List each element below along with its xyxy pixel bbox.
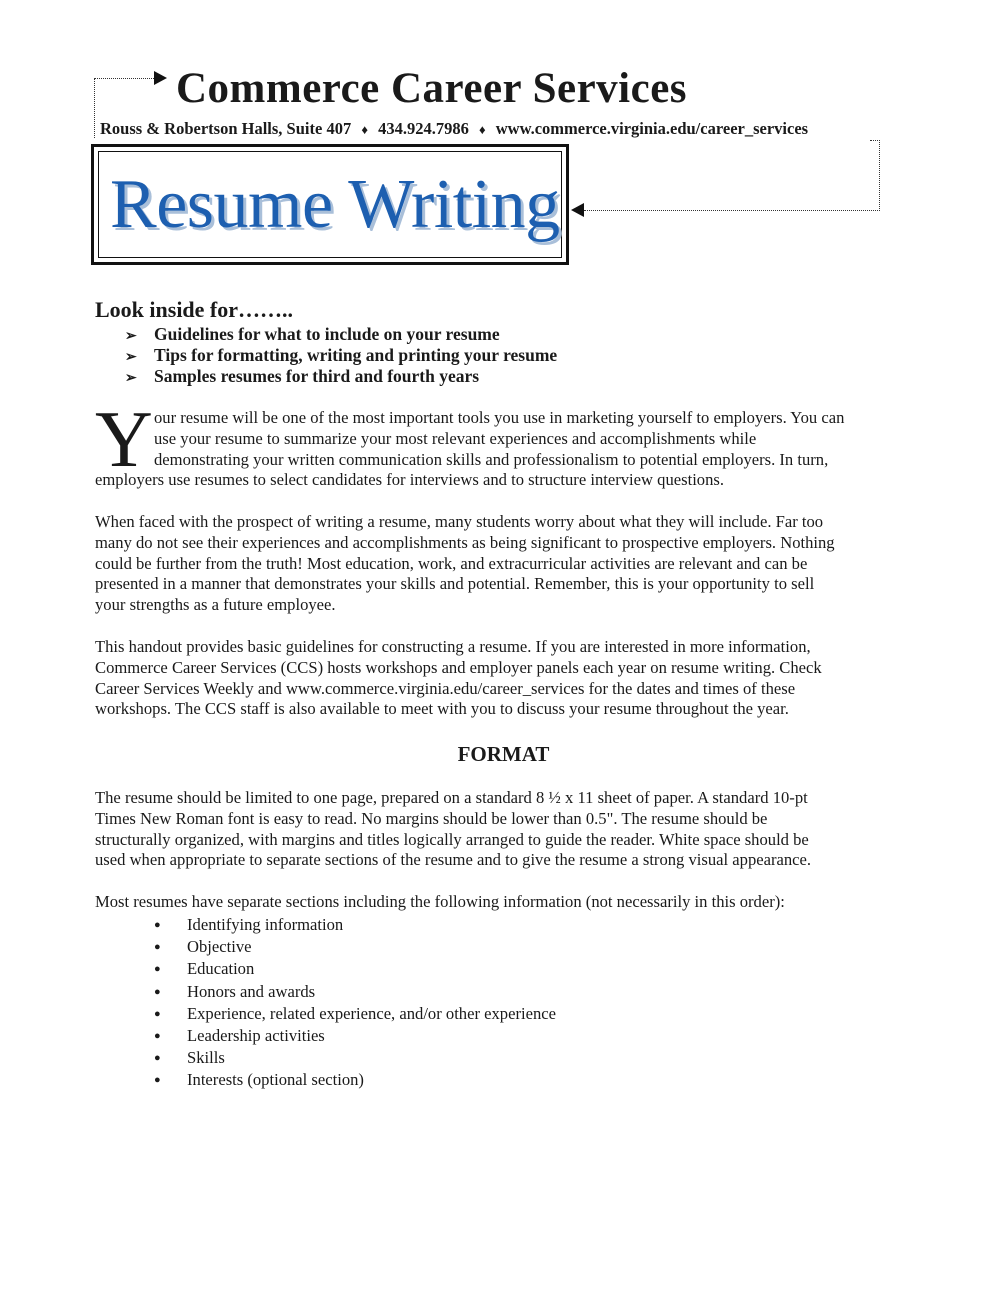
format-heading: FORMAT <box>457 742 550 766</box>
paragraph-format: The resume should be limited to one page, prepared on a standard 8 ½ x 11 sheet of paper. A standard 10-pt Times New Roman font is easy to read. No margins should be lower than 0.5". The resume should be structurally organized, with margins and titles logically arranged to guide the reader. White space should be used when appropriate to separate sections of the resume and to give the resume a strong visual appearance. <box>95 788 812 870</box>
list-item: ● Identifying information <box>150 914 556 936</box>
bullet-icon: ● <box>154 1007 161 1020</box>
bullet-icon: ● <box>154 985 161 998</box>
list-item: ➢ Samples resumes for third and fourth years <box>125 366 557 387</box>
website: www.commerce.virginia.edu/career_services <box>495 119 809 138</box>
bullet-icon: ● <box>154 1029 161 1042</box>
list-item: ● Education <box>150 958 556 980</box>
diamond-separator-icon: ♦ <box>361 122 368 137</box>
intro-paragraph-indented: our resume will be one of the most important tools you use in marketing yourself to employers. You can use your resume to summarize your most relevant experiences and accomplishments while demonstrating your written communication skills and professionalism to potential employers. In turn, <box>154 408 845 469</box>
look-inside-heading: Look inside for…….. <box>95 297 294 322</box>
list-item: ● Leadership activities <box>150 1025 556 1047</box>
sections-intro: Most resumes have separate sections including the following information (not necessarily in this order): <box>95 892 785 911</box>
dotted-connector-left <box>94 78 95 138</box>
arrow-left-icon <box>571 203 584 217</box>
dotted-connector-right <box>879 140 880 211</box>
list-item: ● Interests (optional section) <box>150 1069 556 1091</box>
contact-line <box>100 119 808 139</box>
list-item: ● Experience, related experience, and/or other experience <box>150 1003 556 1025</box>
banner-title: Resume Writing <box>110 166 560 243</box>
arrow-bullet-icon: ➢ <box>125 371 137 386</box>
look-inside-list <box>125 324 557 387</box>
list-item: ● Skills <box>150 1047 556 1069</box>
arrow-right-icon <box>154 71 167 85</box>
bullet-icon: ● <box>154 919 161 931</box>
list-item: ● Honors and awards <box>150 981 556 1003</box>
arrow-bullet-icon: ➢ <box>125 329 137 344</box>
dotted-connector-top <box>94 78 156 79</box>
drop-cap: Y <box>95 396 153 484</box>
dotted-connector-bottom <box>584 210 880 211</box>
phone: 434.924.7986 <box>378 119 469 138</box>
bullet-icon: ● <box>154 963 161 976</box>
bullet-icon: ● <box>154 1052 161 1065</box>
title-banner <box>91 144 569 265</box>
org-title: Commerce Career Services <box>176 65 688 112</box>
list-item: ➢ Tips for formatting, writing and printing your resume <box>125 345 557 366</box>
diamond-separator-icon: ♦ <box>478 122 486 137</box>
arrow-bullet-icon: ➢ <box>125 350 137 365</box>
paragraph-prospect: When faced with the prospect of writing a resume, many students worry about what they will include. Far too many do not see their experiences and accomplishments as being significant to prospective employers. Nothing could be further from the truth! Most education, work, and extracurricular activities are relevant and can be presented in a manner that demonstrates your skills and potential. Remember, this is your opportunity to sell your strengths as a future employee. <box>95 512 835 615</box>
bullet-icon: ● <box>154 941 161 954</box>
bullet-icon: ● <box>154 1074 161 1087</box>
intro-paragraph-end: employers use resumes to select candidates for interviews and to structure interview questions. <box>95 470 724 489</box>
sections-list <box>150 914 556 1092</box>
list-item: ➢ Guidelines for what to include on your resume <box>125 324 557 345</box>
address: Rouss & Robertson Halls, Suite 407 <box>100 119 352 138</box>
paragraph-handout: This handout provides basic guidelines for constructing a resume. If you are interested in more information, Commerce Career Services (CCS) hosts workshops and employer panels each year on resume writing. Check Career Services Weekly and www.commerce.virginia.edu/career_services for the dates and times of these workshops. The CCS staff is also available to meet with you to discuss your resume throughout the year. <box>95 637 822 719</box>
list-item: ● Objective <box>150 936 556 958</box>
